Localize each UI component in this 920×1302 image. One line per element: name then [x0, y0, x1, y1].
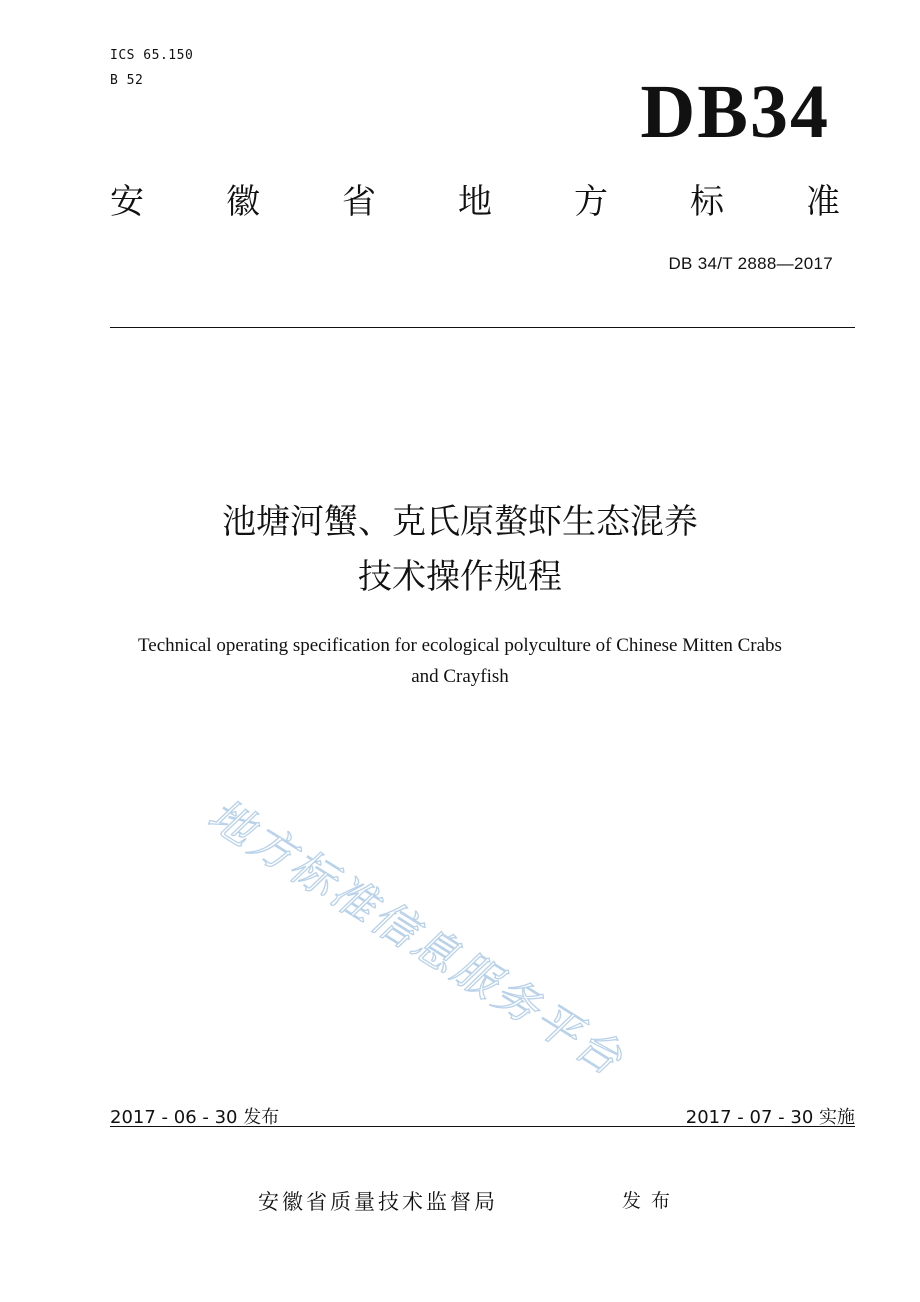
bottom-divider	[110, 1126, 855, 1127]
standard-type-char: 省	[342, 182, 376, 222]
watermark: 地方标准信息服务平台	[199, 789, 634, 1087]
standard-type-char: 徽	[226, 182, 260, 222]
title-chinese-line-1: 池塘河蟹、克氏原螯虾生态混养	[222, 502, 698, 542]
publish-date: 2017 - 06 - 30 发布	[110, 1107, 280, 1128]
standard-type-char: 地	[458, 182, 492, 222]
standard-type-char: 方	[574, 182, 608, 222]
title-english-line-2: and Crayfish	[411, 666, 509, 687]
title-english-line-1: Technical operating specification for ecological polyculture of Chinese Mitten Crabs	[138, 635, 782, 656]
ccs-code: B 52	[110, 73, 144, 88]
issuing-authority: 安徽省质量技术监督局	[258, 1190, 498, 1214]
implementation-date: 2017 - 07 - 30 实施	[685, 1107, 855, 1128]
standard-type-heading	[110, 180, 840, 224]
standard-code: DB34	[640, 70, 830, 154]
standard-type-char: 准	[806, 182, 840, 222]
standard-type-char: 标	[690, 182, 724, 222]
ics-code: ICS 65.150	[110, 48, 194, 63]
standard-type-char: 安	[110, 182, 144, 222]
standard-number: DB 34/T 2888—2017	[668, 254, 833, 273]
top-divider	[110, 327, 855, 328]
issue-label: 发布	[622, 1190, 681, 1212]
title-chinese-line-2: 技术操作规程	[358, 557, 562, 597]
